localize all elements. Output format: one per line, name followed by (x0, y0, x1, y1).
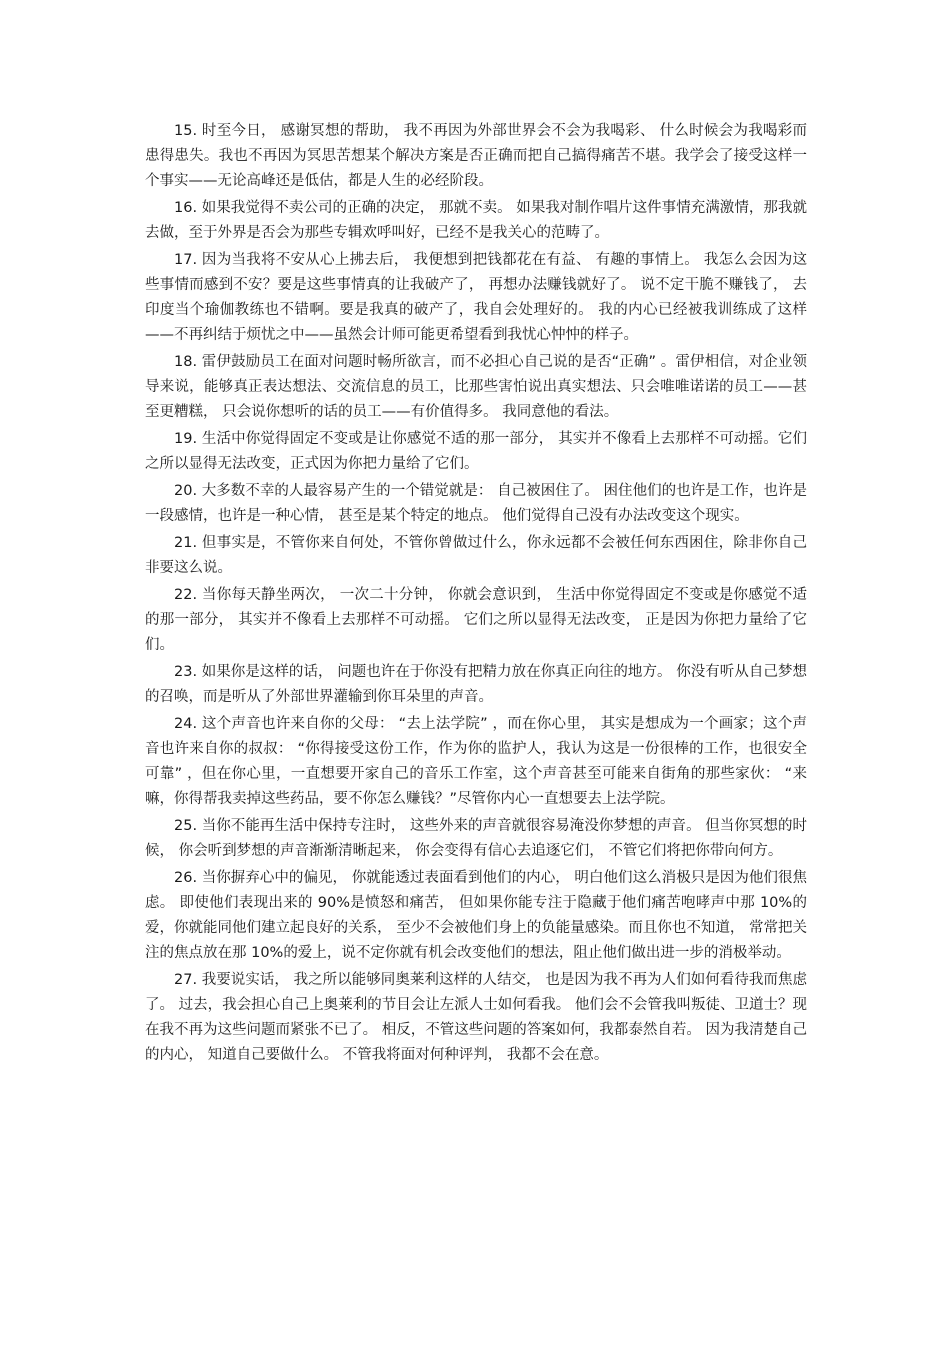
paragraph-27: 27. 我要说实话， 我之所以能够同奥莱利这样的人结交， 也是因为我不再为人们如何看待我而焦虑了。 过去，我会担心自己上奥莱利的节目会让左派人士如何看我。 他们会不会管我叫叛徒、卫道士？现在我不再为这些问题而紧张不已了。 相反，不管这些问题的答案如何，我都泰然自若。 因为我清楚自己的内心， 知道自己要做什么。 不管我将面对何种评判， 我都不会在意。 (145, 972, 807, 1063)
paragraph-23: 23. 如果你是这样的话， 问题也许在于你没有把精力放在你真正向往的地方。 你没有听从自己梦想的召唤，而是听从了外部世界灌输到你耳朵里的声音。 (145, 664, 807, 705)
paragraph-16: 16. 如果我觉得不卖公司的正确的决定， 那就不卖。 如果我对制作唱片这件事情充满激情，那我就去做，至于外界是否会为那些专辑欢呼叫好，已经不是我关心的范畴了。 (145, 200, 807, 241)
text-body (145, 119, 807, 1070)
paragraph-22: 22. 当你每天静坐两次， 一次二十分钟， 你就会意识到， 生活中你觉得固定不变或是你感觉不适的那一部分， 其实并不像看上去那样不可动摇。 它们之所以显得无法改变， 正是因为你把力量给了它们。 (145, 587, 807, 653)
paragraph-25: 25. 当你不能再生活中保持专注时， 这些外来的声音就很容易淹没你梦想的声音。 但当你冥想的时候， 你会听到梦想的声音渐渐清晰起来， 你会变得有信心去追逐它们， 不管它们将把你带向何方。 (145, 818, 807, 859)
paragraph-19: 19. 生活中你觉得固定不变或是让你感觉不适的那一部分， 其实并不像看上去那样不可动摇。它们之所以显得无法改变，正式因为你把力量给了它们。 (145, 431, 807, 472)
paragraph-15: 15. 时至今日， 感谢冥想的帮助， 我不再因为外部世界会不会为我喝彩、 什么时候会为我喝彩而患得患失。我也不再因为冥思苦想某个解决方案是否正确而把自己搞得痛苦不堪。我学会了接受这样一个事实——无论高峰还是低估，都是人生的必经阶段。 (145, 123, 807, 189)
paragraph-26: 26. 当你摒弃心中的偏见， 你就能透过表面看到他们的内心， 明白他们这么消极只是因为他们很焦虑。 即使他们表现出来的 90%是愤怒和痛苦， 但如果你能专注于隐藏于他们痛苦咆哮声中那 10%的爱，你就能同他们建立起良好的关系， 至少不会被他们身上的负能量感染。而且你也不知道， 常常把关注的焦点放在那 10%的爱上，说不定你就有机会改变他们的想法，阻止他们做出进一步的消极举动。 (145, 870, 807, 961)
paragraph-17: 17. 因为当我将不安从心上拂去后， 我便想到把钱都花在有益、 有趣的事情上。 我怎么会因为这些事情而感到不安？要是这些事情真的让我破产了， 再想办法赚钱就好了。 说不定干脆不赚钱了， 去印度当个瑜伽教练也不错啊。要是我真的破产了，我自会处理好的。 我的内心已经被我训练成了这样——不再纠结于烦忧之中——虽然会计师可能更希望看到我忧心忡忡的样子。 (145, 252, 807, 343)
paragraph-21: 21. 但事实是，不管你来自何处，不管你曾做过什么，你永远都不会被任何东西困住，除非你自己非要这么说。 (145, 535, 807, 576)
paragraph-20: 20. 大多数不幸的人最容易产生的一个错觉就是： 自己被困住了。 困住他们的也许是工作，也许是一段感情，也许是一种心情， 甚至是某个特定的地点。 他们觉得自己没有办法改变这个现实。 (145, 483, 807, 524)
paragraph-18: 18. 雷伊鼓励员工在面对问题时畅所欲言，而不必担心自己说的是否“正确” 。雷伊相信，对企业领导来说，能够真正表达想法、交流信息的员工，比那些害怕说出真实想法、只会唯唯诺诺的员工——甚至更糟糕， 只会说你想听的话的员工——有价值得多。 我同意他的看法。 (145, 354, 807, 420)
paragraph-24: 24. 这个声音也许来自你的父母： “去上法学院” ，而在你心里， 其实是想成为一个画家；这个声音也许来自你的叔叔： “你得接受这份工作，作为你的监护人，我认为这是一份很棒的工作，也很安全可靠” ，但在你心里，一直想要开家自己的音乐工作室，这个声音甚至可能来自街角的那些家伙： “来嘛，你得帮我卖掉这些药品，要不你怎么赚钱？”尽管你内心一直想要去上法学院。 (145, 716, 807, 807)
